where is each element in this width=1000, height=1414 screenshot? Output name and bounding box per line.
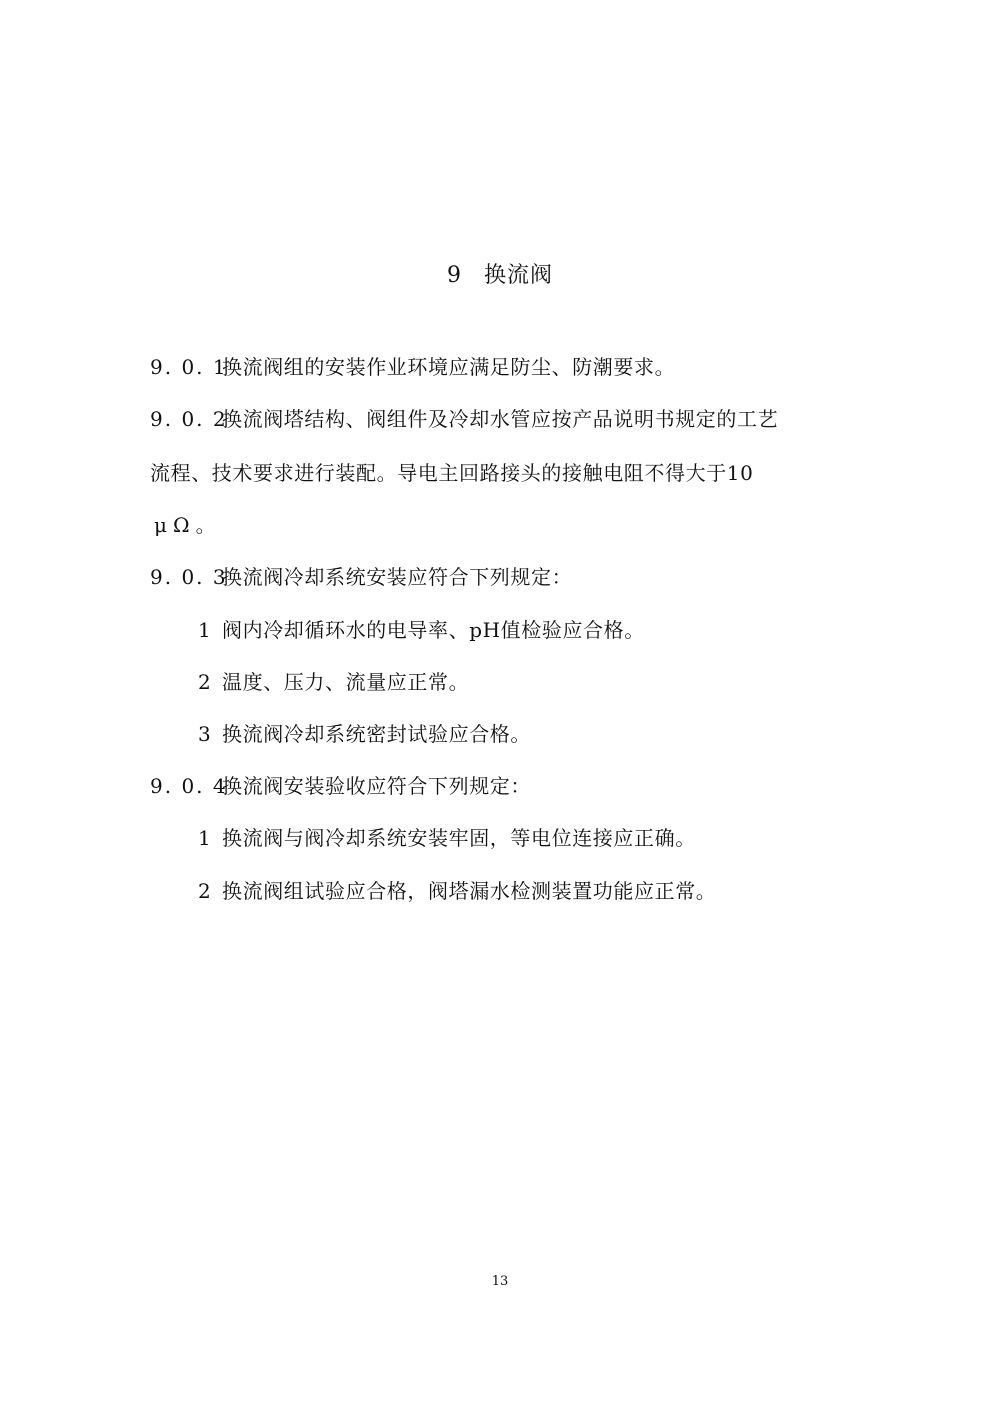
clause-9-0-2-line-3 xyxy=(154,511,222,539)
clause-number: 9. 0. 4 xyxy=(150,774,228,798)
clause-9-0-2 xyxy=(150,405,778,433)
item-text: 换流阀与阀冷却系统安装牢固，等电位连接应正确。 xyxy=(222,826,696,850)
clause-text: 换流阀安装验收应符合下列规定： xyxy=(222,774,531,798)
clause-9-0-2-line-2 xyxy=(150,459,753,487)
item-number: 1 xyxy=(198,826,212,850)
clause-9-0-1 xyxy=(150,353,675,381)
clause-9-0-4-item-2 xyxy=(198,877,716,905)
clause-text: 换流阀塔结构、阀组件及冷却水管应按产品说明书规定的工艺 xyxy=(222,407,779,431)
item-text: 换流阀组试验应合格，阀塔漏水检测装置功能应正常。 xyxy=(222,879,717,903)
chapter-title xyxy=(0,258,1000,289)
clause-text: μΩ。 xyxy=(154,513,222,537)
chapter-heading: 换流阀 xyxy=(483,263,553,288)
clause-text: 换流阀冷却系统安装应符合下列规定： xyxy=(222,565,573,589)
clause-number: 9. 0. 1 xyxy=(150,355,228,379)
item-number: 3 xyxy=(198,722,212,746)
chapter-number: 9 xyxy=(446,263,462,288)
item-number: 2 xyxy=(198,670,212,694)
clause-9-0-3-item-2 xyxy=(198,668,469,696)
clause-text: 流程、技术要求进行装配。导电主回路接头的接触电阻不得大于10 xyxy=(150,461,754,485)
page-number: 13 xyxy=(491,1274,509,1289)
clause-9-0-3 xyxy=(150,563,572,591)
clause-number: 9. 0. 3 xyxy=(150,565,228,589)
clause-9-0-4 xyxy=(150,772,531,800)
item-number: 2 xyxy=(198,879,212,903)
clause-text: 换流阀组的安装作业环境应满足防尘、防潮要求。 xyxy=(222,355,676,379)
clause-9-0-4-item-1 xyxy=(198,824,696,852)
item-text: 温度、压力、流量应正常。 xyxy=(222,670,470,694)
item-text: 阀内冷却循环水的电导率、pH值检验应合格。 xyxy=(222,618,645,642)
item-number: 1 xyxy=(198,618,212,642)
item-text: 换流阀冷却系统密封试验应合格。 xyxy=(222,722,531,746)
clause-9-0-3-item-3 xyxy=(198,720,531,748)
clause-number: 9. 0. 2 xyxy=(150,407,228,431)
clause-9-0-3-item-1 xyxy=(198,616,645,644)
